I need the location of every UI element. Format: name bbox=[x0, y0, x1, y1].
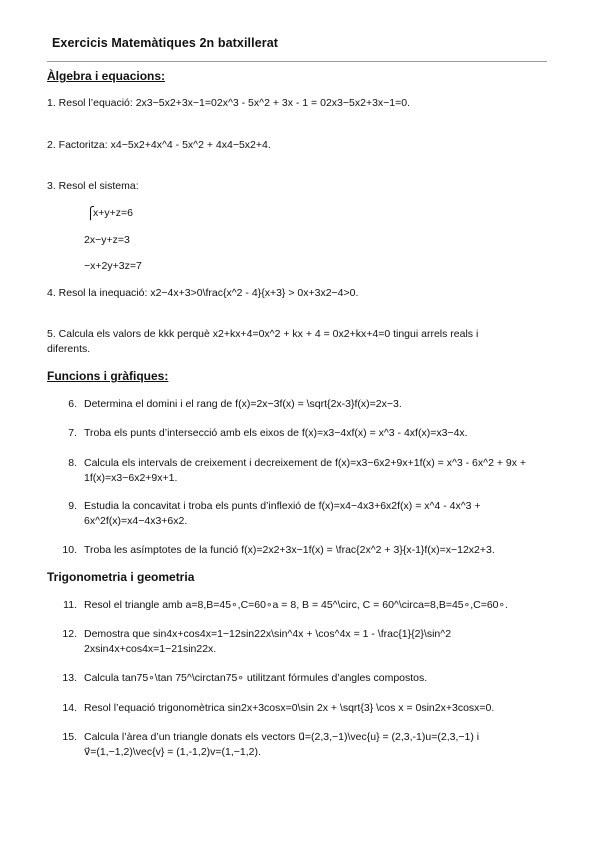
exercise-2: 2. Factoritza: x4−5x2+4x^4 - 5x^2 + 4x4−5x2+4. bbox=[47, 139, 271, 151]
item-number: 12. bbox=[62, 628, 77, 640]
item-text-cont: 2xsin4x+cos4x=1−21sin22x. bbox=[84, 643, 217, 655]
item-text: Troba les asímptotes de la funció f(x)=2x2+3x−1f(x) = \frac{2x^2 + 3}{x-1}f(x)=x−12x2+3. bbox=[84, 544, 495, 556]
system-eq-3: −x+2y+3z=7 bbox=[84, 260, 142, 272]
section-heading-trigonometria: Trigonometria i geometria bbox=[47, 570, 195, 584]
system-eq-2: 2x−y+z=3 bbox=[84, 234, 130, 246]
exercise-3: 3. Resol el sistema: bbox=[47, 180, 139, 192]
item-text: Resol l’equació trigonomètrica sin2x+3cosx=0\sin 2x + \sqrt{3} \cos x = 0sin2x+3cosx=0. bbox=[84, 702, 495, 714]
section-heading-algebra: Àlgebra i equacions: bbox=[47, 69, 166, 83]
system-eq-1: x+y+z=6 bbox=[93, 207, 133, 219]
item-text: Calcula els intervals de creixement i decreixement de f(x)=x3−6x2+9x+1f(x) = x^3 - 6x^2 + 9x + bbox=[84, 457, 527, 469]
item-number: 9. bbox=[68, 500, 77, 512]
item-text: Troba els punts d’intersecció amb els eixos de f(x)=x3−4xf(x) = x^3 - 4xf(x)=x3−4x. bbox=[84, 427, 468, 439]
exercise-4: 4. Resol la inequació: x2−4x+3>0\frac{x^2 - 4}{x+3} > 0x+3x2−4>0. bbox=[47, 287, 359, 299]
exercise-1: 1. Resol l’equació: 2x3−5x2+3x−1=02x^3 - 5x^2 + 3x - 1 = 02x3−5x2+3x−1=0. bbox=[47, 97, 411, 109]
document-title: Exercicis Matemàtiques 2n batxillerat bbox=[52, 36, 279, 50]
item-text: Calcula tan75∘\tan 75^\circtan75∘ utilitzant fórmules d’angles compostos. bbox=[84, 672, 428, 684]
item-number: 8. bbox=[68, 457, 77, 469]
system-brace: ⎧ bbox=[86, 206, 95, 220]
exercise-5-cont: diferents. bbox=[47, 343, 91, 355]
item-number: 13. bbox=[62, 672, 77, 684]
item-number: 7. bbox=[68, 427, 77, 439]
exercise-5: 5. Calcula els valors de kkk perquè x2+kx+4=0x^2 + kx + 4 = 0x2+kx+4=0 tingui arrels reals i bbox=[47, 328, 479, 340]
item-text: Determina el domini i el rang de f(x)=2x−3f(x) = \sqrt{2x-3}f(x)=2x−3. bbox=[84, 398, 402, 410]
item-text-cont: v⃗=(1,−1,2)\vec{v} = (1,-1,2)v=(1,−1,2). bbox=[84, 746, 261, 758]
item-number: 14. bbox=[62, 702, 77, 714]
item-number: 15. bbox=[62, 731, 77, 743]
item-text: Estudia la concavitat i troba els punts d’inflexió de f(x)=x4−4x3+6x2f(x) = x^4 - 4x^3 + bbox=[84, 500, 481, 512]
item-text: Calcula l’àrea d’un triangle donats els vectors u⃗=(2,3,−1)\vec{u} = (2,3,-1)u=(2,3,−1) i bbox=[84, 731, 480, 743]
title-divider bbox=[47, 61, 547, 62]
item-number: 11. bbox=[63, 599, 77, 611]
item-text: Demostra que sin4x+cos4x=1−12sin22x\sin^4x + \cos^4x = 1 - \frac{1}{2}\sin^2 bbox=[84, 628, 452, 640]
section-heading-funcions: Funcions i gràfiques: bbox=[47, 369, 169, 383]
item-text-cont: 6x^2f(x)=x4−4x3+6x2. bbox=[84, 515, 188, 527]
item-number: 10. bbox=[62, 544, 77, 556]
item-text: Resol el triangle amb a=8,B=45∘,C=60∘a = 8, B = 45^\circ, C = 60^\circa=8,B=45∘,C=60∘. bbox=[84, 599, 509, 611]
item-text-cont: 1f(x)=x3−6x2+9x+1. bbox=[84, 472, 178, 484]
item-number: 6. bbox=[68, 398, 77, 410]
